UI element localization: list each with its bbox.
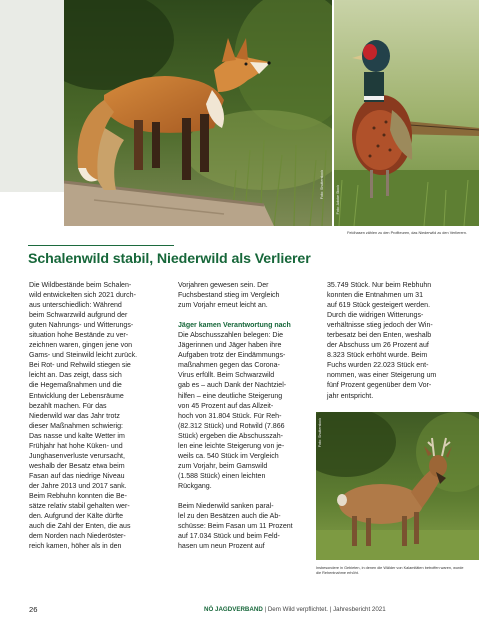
footer-separator: |: [328, 606, 334, 613]
text-line: auf 17.034 Stück und beim Feld-: [178, 533, 280, 541]
text-line: fünf Prozent gegenüber dem Vor-: [327, 382, 432, 390]
text-line: Rückgang.: [178, 482, 212, 490]
text-line: Bei Rot- und Rehwild stiegen sie: [29, 362, 131, 370]
text-line: nommen, was einer Steigerung um: [327, 372, 437, 380]
text-line: lel zu den Besätzen auch die Ab-: [178, 513, 281, 521]
text-line: weshalb der Besatz etwa beim: [29, 462, 125, 470]
background-band: [0, 0, 64, 192]
text-line: hoch von 31.804 Stück. Für Reh-: [178, 412, 282, 420]
text-line: Virus erfüllt. Beim Schwarzwild: [178, 372, 275, 380]
title-rule: [28, 245, 174, 246]
text-line: jahr entspricht.: [327, 392, 374, 400]
text-line: 35.749 Stück. Nur beim Rebhuhn: [327, 282, 432, 289]
text-line: aus unterschiedlich: Während: [29, 302, 122, 310]
footer-tagline: Dem Wild verpflichtet.: [267, 606, 329, 613]
text-line: Beim Rebhuhn konnten die Be-: [29, 492, 127, 500]
text-line: Junghasenverluste verursacht,: [29, 452, 125, 460]
text-line: leicht an. Das zeigt, dass sich: [29, 372, 122, 380]
text-line: dem Norden nach Niederöster-: [29, 533, 126, 541]
text-line: auf 619 Stück gesteigert werden.: [327, 302, 431, 310]
text-line: Jägerinnen und Jäger haben ihre: [178, 342, 282, 350]
page-title: Schalenwild stabil, Niederwild als Verlierer: [28, 251, 311, 267]
text-line: beim Schwarzwild aufgrund der: [29, 312, 128, 320]
text-column-1: [29, 281, 161, 552]
text-line: auch die Zahl der Enten, die aus: [29, 523, 131, 531]
deer-photo: [316, 412, 479, 560]
text-line: Die Abschusszahlen belegen: Die: [178, 332, 283, 340]
text-line: verhältnisse stieg jedoch der Win-: [327, 322, 433, 330]
text-line: Niederwild war das Jahr trotz: [29, 412, 120, 420]
text-line: Stück) ergeben die Abschusszah-: [178, 432, 283, 440]
text-line: die Hegemaßnahmen und die: [29, 382, 122, 390]
footer-separator: |: [262, 606, 268, 613]
text-line: Fuchs wurden 22.023 Stück ent-: [327, 362, 429, 370]
text-line: (1.588 Stück) einen leichten: [178, 472, 266, 480]
fox-photo: [64, 0, 332, 226]
text-line: terbesatz bei den Enten, weshalb: [327, 332, 432, 340]
text-line: den. Aufgrund der Kälte dürfte: [29, 513, 124, 521]
text-line: Entwicklung der Lebensräume: [29, 392, 124, 400]
page-number: 26: [29, 605, 38, 614]
text-line: Gams- und Steinwild leicht zurück.: [29, 352, 138, 360]
text-line: Fasan auf das niedrige Niveau: [29, 472, 125, 480]
photo-caption-top: Feldhasen zählen zu den Profiteuren, das Niederwild zu den Verlierern.: [347, 231, 467, 235]
text-line: zum Vorjahr, beim Gamswild: [178, 462, 268, 470]
text-line: Vorjahren gewesen sein. Der: [178, 282, 269, 289]
text-line: 8.323 Stück erhöht wurde. Beim: [327, 352, 428, 360]
text-line: Frühjahr hat hohe Küken- und: [29, 442, 123, 450]
text-line: weils ca. 540 Stück im Vergleich: [178, 452, 279, 460]
text-line: situation hohe Bestände zu ver-: [29, 332, 129, 340]
text-line: Die Wildbestände beim Schalen-: [29, 282, 132, 289]
text-line: Beim Niederwild sanken paral-: [178, 503, 274, 511]
text-line: konnten die Entnahmen um 31: [327, 292, 423, 300]
text-line: zeichnen waren, gingen jene von: [29, 342, 133, 350]
photo-credit: Foto: Adobe Stock: [336, 185, 340, 215]
text-line: reich kamen, höher als in den: [29, 543, 122, 551]
footer-text: [204, 606, 386, 613]
text-line: der Abschuss um 26 Prozent auf: [327, 342, 429, 350]
text-line: Aufgaben trotz der Eindämmungs-: [178, 352, 286, 360]
text-line: Fuchsbestand stieg im Vergleich: [178, 292, 280, 300]
text-line: dieser Maßnahmen schwierig:: [29, 422, 123, 430]
text-column-3: [327, 281, 459, 402]
text-line: bezahlt machen. Für das: [29, 402, 107, 410]
text-line: sätze relativ stabil gehalten wer-: [29, 503, 130, 511]
text-line: von 45 Prozent auf das Allzeit-: [178, 402, 274, 410]
text-line: len eine leichte Steigerung von je-: [178, 442, 285, 450]
text-line: wild entwickelten sich 2021 durch-: [29, 292, 136, 300]
text-line: (82.312 Stück) und Rotwild (7.866: [178, 422, 285, 430]
text-line: guten Nahrungs- und Witterungs-: [29, 322, 134, 330]
photo-credit: Foto: Shutterstock: [318, 418, 322, 448]
photo-caption-bottom: Insbesondere in Gebieten, in denen die Wälder von Kalamitäten betroffen waren, wurde die Rehentnahme erhöht.: [316, 566, 464, 575]
text-line: der Jahre 2013 und 2017 sank.: [29, 482, 127, 490]
text-line: hasen um neun Prozent auf: [178, 543, 265, 551]
photo-credit: Foto: Shutterstock: [320, 170, 324, 200]
pheasant-photo: [334, 0, 479, 226]
text-line: Durch die widrigen Witterungs-: [327, 312, 424, 320]
text-line: Das nasse und kalte Wetter im: [29, 432, 125, 440]
subheading: Jäger kamen Verantwortung nach: [178, 322, 291, 330]
text-line: hilfen – eine deutliche Steigerung: [178, 392, 283, 400]
footer-report: Jahresbericht 2021: [333, 606, 386, 613]
text-line: schüsse: Beim Fasan um 11 Prozent: [178, 523, 293, 531]
text-line: maßnahmen gegen das Corona-: [178, 362, 280, 370]
footer-org: NÖ JAGDVERBAND: [204, 606, 263, 613]
text-line: gab es – auch Dank der Nachtziel-: [178, 382, 287, 390]
text-column-2: [178, 281, 310, 552]
text-line: zum Vorjahr erneut leicht an.: [178, 302, 268, 310]
